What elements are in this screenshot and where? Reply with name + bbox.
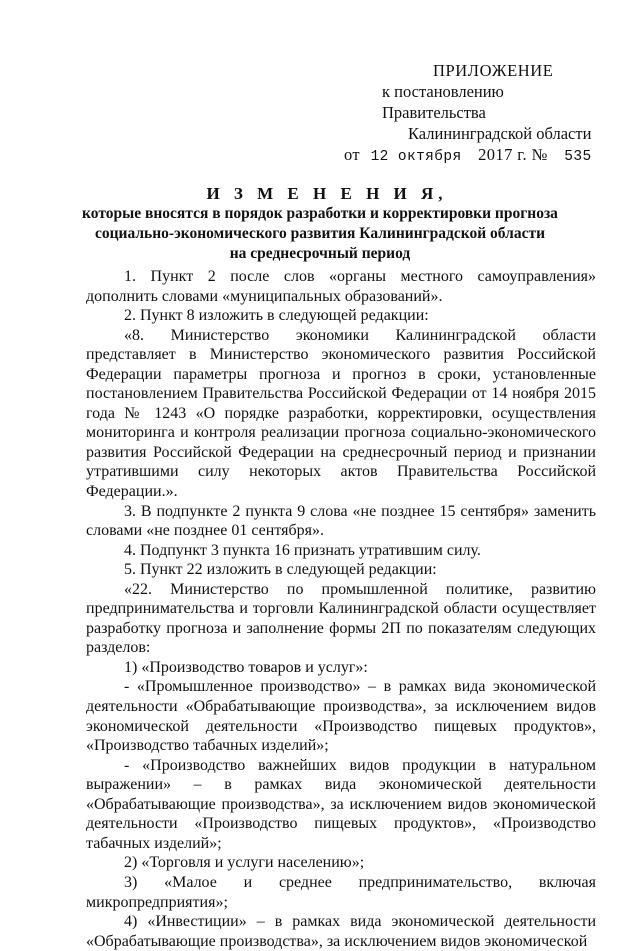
paragraph: 1) «Производство товаров и услуг»: bbox=[124, 658, 368, 676]
paragraph: «22. Министерство по промышленной политике, развитию предпринимательства и торговли Калининградской области осуществляет разработку прогноза и заполнение формы 2П по показателям следующих разделов: bbox=[86, 580, 596, 657]
paragraph: 4. Подпункт 3 пункта 16 признать утратившим силу. bbox=[124, 541, 481, 559]
appendix-label: ПРИЛОЖЕНИЕ bbox=[433, 61, 554, 80]
heading-subtitle-line: социально-экономического развития Калининградской области bbox=[94, 225, 546, 242]
appendix-resolution-line: к постановлению Правительства bbox=[382, 82, 504, 122]
document-body bbox=[86, 267, 596, 951]
date-prefix: от bbox=[344, 145, 361, 164]
paragraph: 1. Пункт 2 после слов «органы местного самоуправления» дополнить словами «муниципальных образований». bbox=[86, 268, 596, 305]
paragraph: 3) «Малое и среднее предпринимательство, включая микропредприятия»; bbox=[86, 873, 596, 911]
heading-subtitle-line: которые вносятся в порядок разработки и корректировки прогноза bbox=[82, 205, 558, 222]
paragraph: - «Промышленное производство» – в рамках вида экономической деятельности «Обрабатывающие производства», за исключением видов экономической деятельности «Производство пищевых продуктов», «Производство табачных изделий»; bbox=[86, 678, 596, 755]
heading-subtitle-line: на среднесрочный период bbox=[229, 245, 411, 262]
doc-number: 535 bbox=[564, 149, 592, 165]
paragraph: 2. Пункт 8 изложить в следующей редакции: bbox=[124, 307, 429, 325]
paragraph: - «Производство важнейших видов продукции в натуральном выражении» – в рамках вида экономической деятельности «Обрабатывающие производства», за исключением видов экономической деятельности «Производство пищевых продуктов», «Производство табачных изделий»; bbox=[86, 756, 596, 852]
heading-title: И З М Е Н Е Н И Я, bbox=[206, 184, 448, 203]
document-heading bbox=[0, 183, 640, 264]
date-year: 2017 г. № bbox=[478, 145, 548, 164]
appendix-date-line bbox=[330, 144, 610, 168]
paragraph: 5. Пункт 22 изложить в следующей редакции: bbox=[124, 561, 437, 579]
appendix-block bbox=[330, 60, 610, 168]
date-day: 12 октября bbox=[370, 149, 462, 165]
paragraph: «8. Министерство экономики Калининградской области представляет в Министерство экономического развития Российской Федерации параметры прогноза и прогноз в сроки, установленные постановлением Правительства Российской Федерации от 14 ноября 2015 года № 1243 «О порядке разработки, корректировки, осуществления мониторинга и контроля реализации прогноза социально-экономического развития Российской Федерации на среднесрочный период и признании утратившими силу некоторых актов Правительства Российской Федерации.». bbox=[86, 326, 596, 501]
paragraph: 3. В подпункте 2 пункта 9 слова «не позднее 15 сентября» заменить словами «не позднее 01 сентября». bbox=[86, 502, 596, 540]
paragraph: 4) «Инвестиции» – в рамках вида экономической деятельности «Обрабатывающие производства», за исключением видов экономической bbox=[86, 913, 596, 950]
paragraph: 2) «Торговля и услуги населению»; bbox=[124, 854, 365, 872]
appendix-region-line: Калининградской области bbox=[408, 124, 592, 143]
